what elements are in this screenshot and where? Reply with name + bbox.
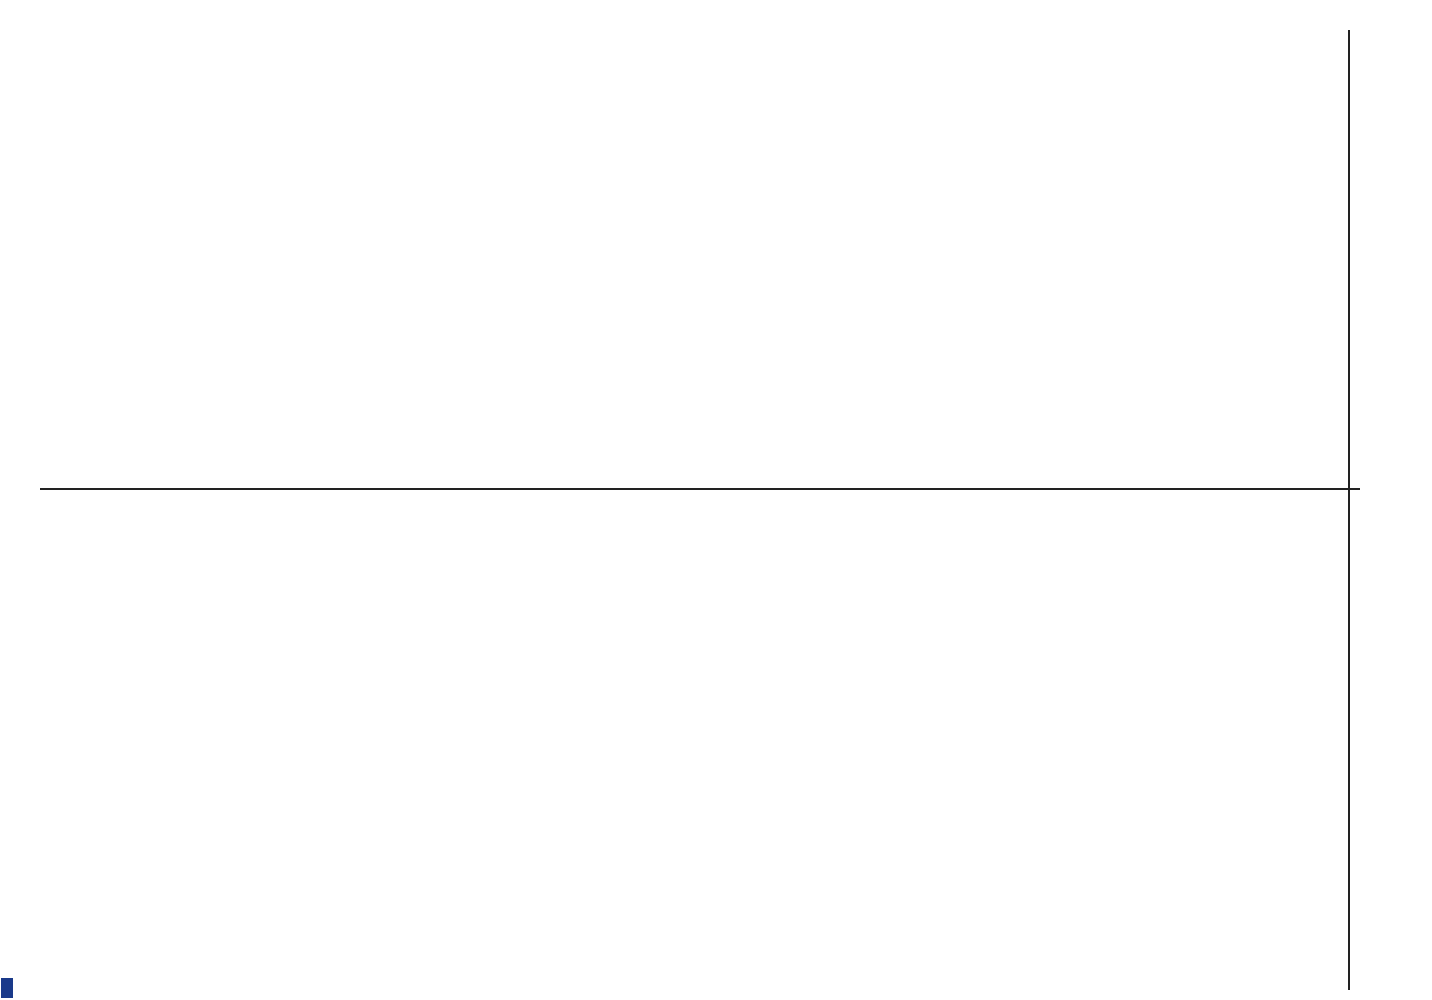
text-column-second <box>40 500 1340 940</box>
digitization-sidebar <box>0 0 14 1000</box>
column-divider <box>40 488 1360 490</box>
text-column-first <box>40 40 1340 480</box>
header-rule <box>1348 30 1350 990</box>
dfg-logo <box>1 978 13 998</box>
